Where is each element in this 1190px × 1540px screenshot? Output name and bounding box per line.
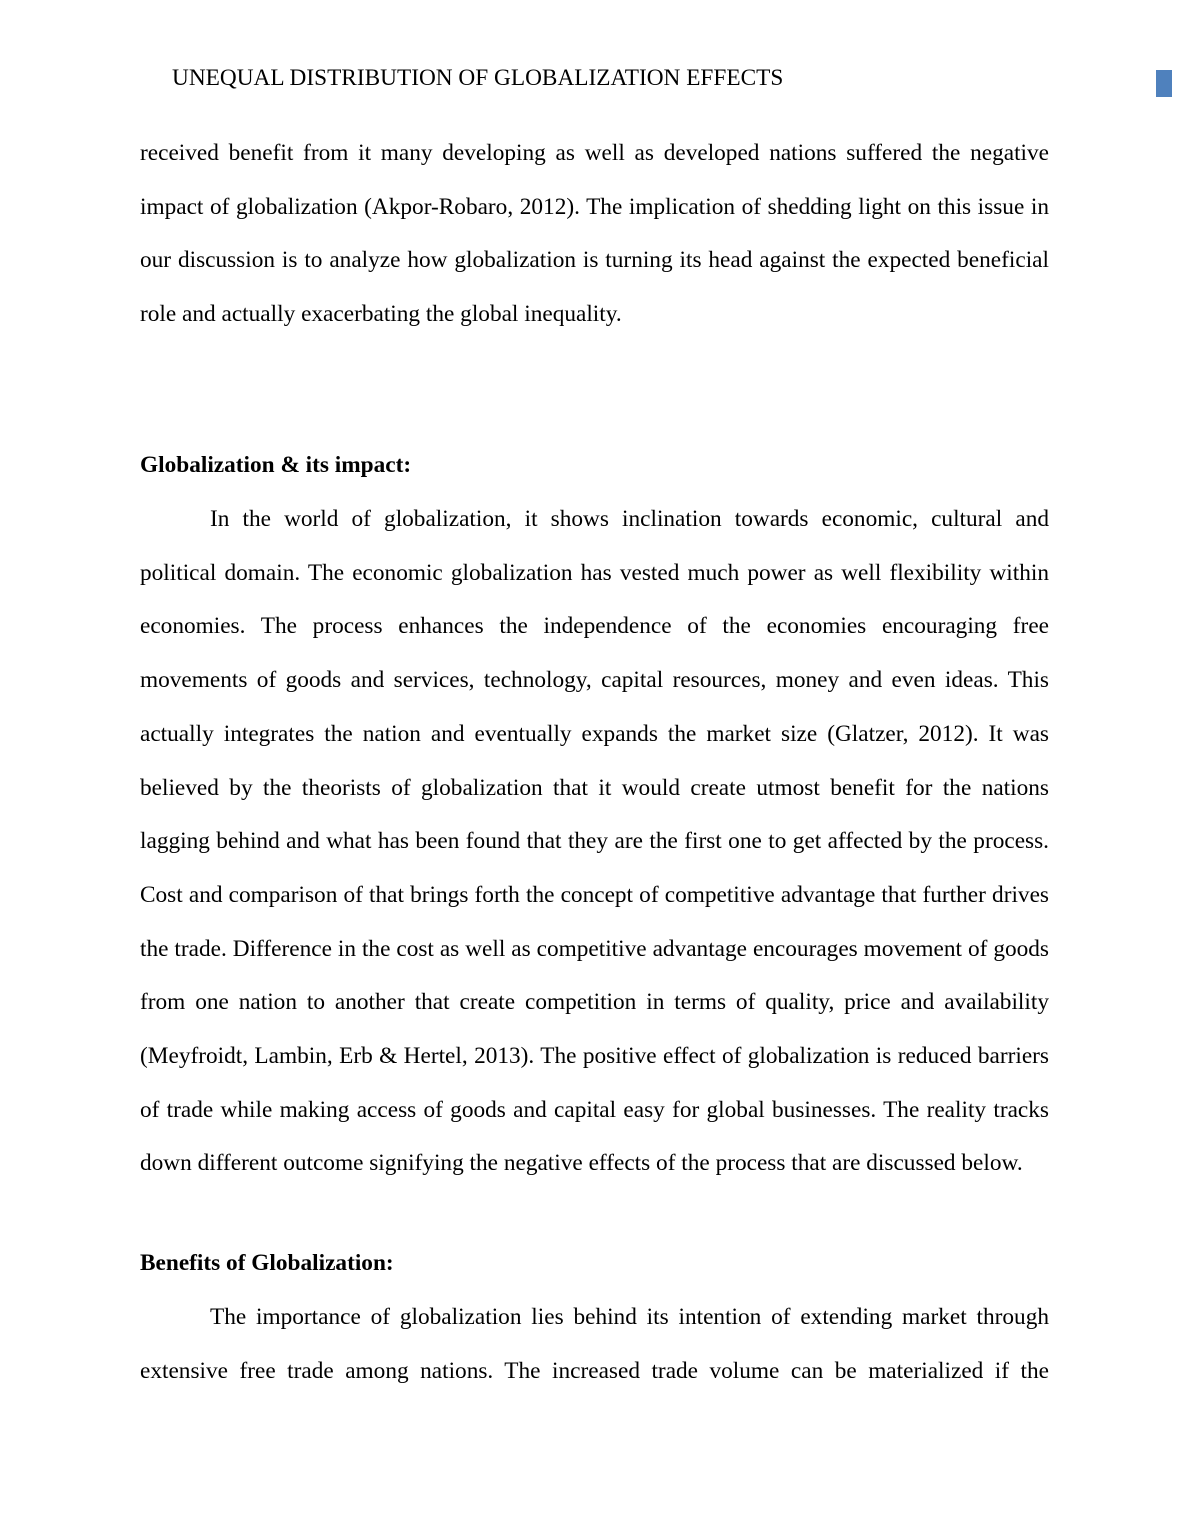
paragraph-intro-continuation: received benefit from it many developing as well as developed nations suffered the negative impact of globalization (Akpor-Robaro, 2012). The implication of shedding light on this issue in our discussion is to analyze how globalization is turning its head against the expected beneficial role and actually exacerbating the global inequality.	[140, 140, 1049, 328]
section-heading-benefits: Benefits of Globalization:	[140, 1250, 394, 1276]
paragraph-benefits: The importance of globalization lies behind its intention of extending market through extensive free trade among nations. The increased trade volume can be materialized if the	[140, 1304, 1049, 1384]
page-number-marker	[1156, 70, 1172, 97]
section-heading-globalization-impact: Globalization & its impact:	[140, 452, 412, 478]
running-header: UNEQUAL DISTRIBUTION OF GLOBALIZATION EFFECTS	[172, 65, 784, 91]
paragraph-globalization-impact: In the world of globalization, it shows inclination towards economic, cultural and political domain. The economic globalization has vested much power as well flexibility within economies. The process enhances the independence of the economies encouraging free movements of goods and services, technology, capital resources, money and even ideas. This actually integrates the nation and eventually expands the market size (Glatzer, 2012). It was believed by the theorists of globalization that it would create utmost benefit for the nations lagging behind and what has been found that they are the first one to get affected by the process. Cost and comparison of that brings forth the concept of competitive advantage that further drives the trade. Difference in the cost as well as competitive advantage encourages movement of goods from one nation to another that create competition in terms of quality, price and availability (Meyfroidt, Lambin, Erb & Hertel, 2013). The positive effect of globalization is reduced barriers of trade while making access of goods and capital easy for global businesses. The reality tracks down different outcome signifying the negative effects of the process that are discussed below.	[140, 506, 1049, 1177]
